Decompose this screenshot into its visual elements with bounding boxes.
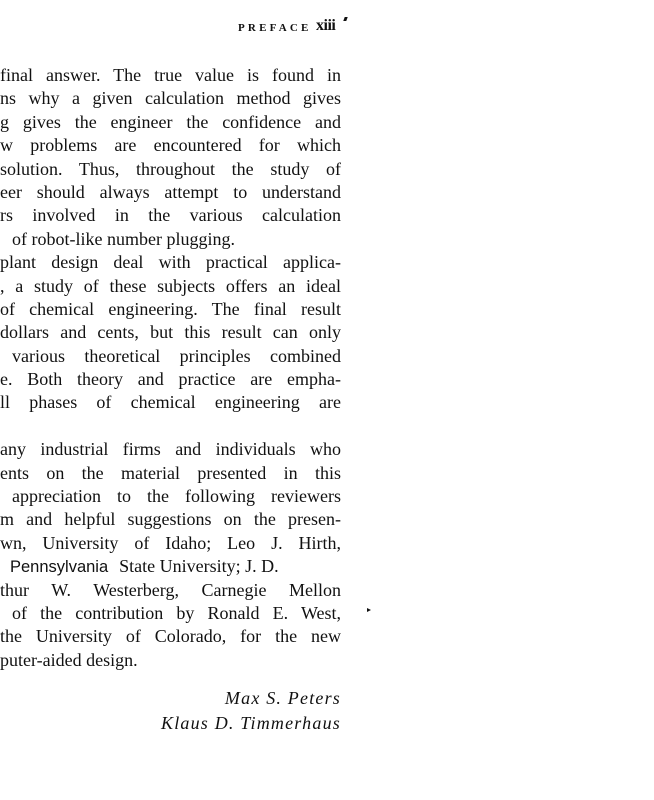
text-line: thur W. Westerberg, Carnegie Mellon xyxy=(0,579,341,600)
body-text xyxy=(0,64,341,672)
text-line xyxy=(0,602,341,625)
text-line xyxy=(0,228,341,251)
paragraph-gap xyxy=(0,415,341,438)
text-line: m and helpful suggestions on the presen- xyxy=(0,509,341,530)
text-line: w problems are encountered for which xyxy=(0,135,341,156)
text-line: dollars and cents, but this result can only xyxy=(0,322,341,343)
text-line-content: appreciation to the following reviewers xyxy=(12,486,341,507)
print-mark xyxy=(343,17,347,21)
author-signature-1: Max S. Peters xyxy=(224,688,341,708)
text-line-content: various theoretical principles combined xyxy=(12,345,341,366)
text-line: wn, University of Idaho; Leo J. Hirth, xyxy=(0,532,341,553)
text-line xyxy=(0,485,341,508)
print-artifact xyxy=(367,608,371,612)
text-line xyxy=(0,345,341,368)
author-signature-2: Klaus D. Timmerhaus xyxy=(160,713,341,733)
text-line: solution. Thus, throughout the study of xyxy=(0,158,341,179)
text-line: the University of Colorado, for the new xyxy=(0,626,341,647)
page-number: xiii xyxy=(316,17,336,34)
text-line: of chemical engineering. The final result xyxy=(0,298,341,319)
text-line: puter-aided design. xyxy=(0,649,138,670)
text-line: eer should always attempt to understand xyxy=(0,181,341,202)
text-line: ll phases of chemical engineering are xyxy=(0,392,341,413)
running-head: PREFACE xyxy=(238,22,312,34)
text-line: ns why a given calculation method gives xyxy=(0,88,341,109)
text-line: plant design deal with practical applica- xyxy=(0,252,341,273)
text-line: e. Both theory and practice are empha- xyxy=(0,369,341,390)
text-line: rs involved in the various calculation xyxy=(0,205,341,226)
text-line: , a study of these subjects offers an ideal xyxy=(0,275,341,296)
text-line-content: of robot-like number plugging. xyxy=(12,228,235,249)
text-line: ents on the material presented in this xyxy=(0,462,341,483)
text-line: final answer. The true value is found in xyxy=(0,65,341,85)
text-line: any industrial firms and individuals who xyxy=(0,439,341,460)
text-line-content: of the contribution by Ronald E. West, xyxy=(12,602,341,623)
text-line-content: State University; J. D. xyxy=(119,556,279,577)
pennsylvania-word: Pennsylvania xyxy=(10,558,109,577)
text-line: g gives the engineer the confidence and xyxy=(0,111,341,132)
text-line xyxy=(0,555,341,578)
